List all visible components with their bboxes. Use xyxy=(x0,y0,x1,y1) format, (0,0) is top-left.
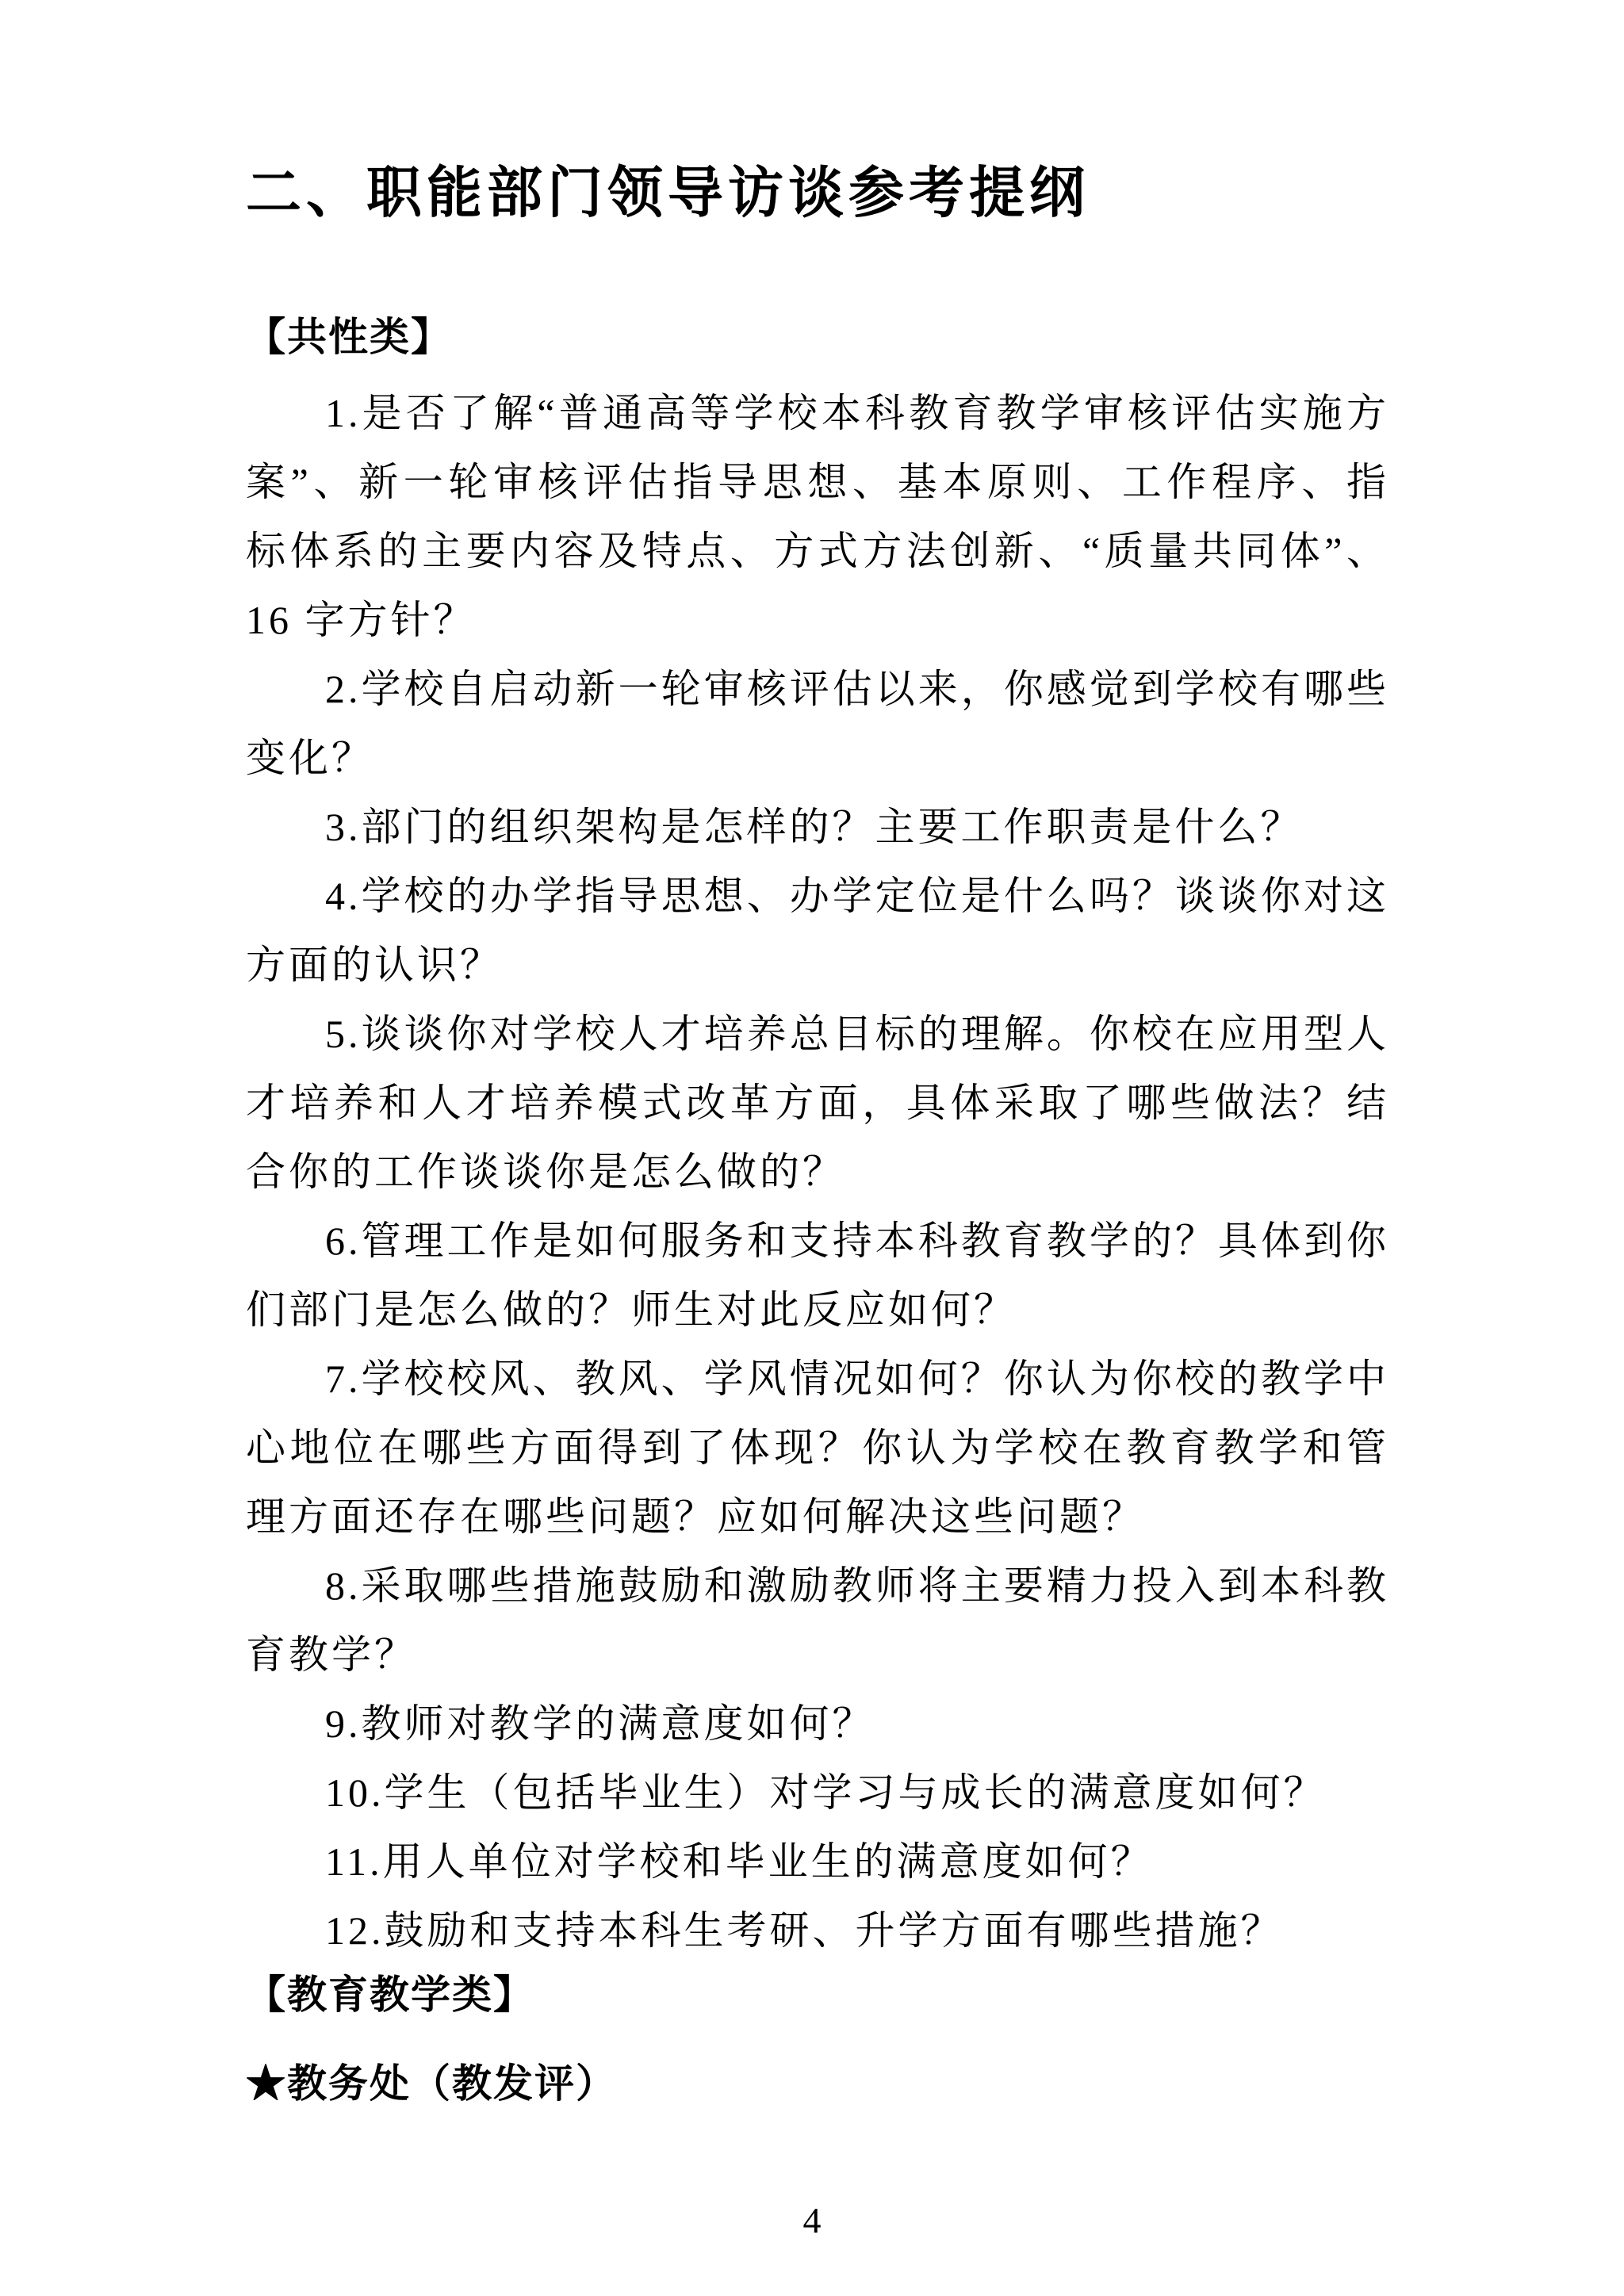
star-icon: ★ xyxy=(246,2061,287,2106)
question-item: 6.管理工作是如何服务和支持本科教育教学的？具体到你们部门是怎么做的？师生对此反应如何？ xyxy=(246,1219,1389,1332)
department-name: 教务处（教发评） xyxy=(287,2061,617,2106)
section-heading-education: 【教育教学类】 xyxy=(246,1973,534,2017)
page-number: 4 xyxy=(802,2200,822,2241)
question-list xyxy=(246,379,1389,1965)
question-item: 2.学校自启动新一轮审核评估以来，你感觉到学校有哪些变化？ xyxy=(246,667,1389,780)
section-heading-common: 【共性类】 xyxy=(246,315,452,359)
question-item: 9.教师对教学的满意度如何？ xyxy=(325,1701,875,1746)
question-item: 11.用人单位对学校和毕业生的满意度如何？ xyxy=(325,1839,1154,1884)
question-item: 7.学校校风、教风、学风情况如何？你认为你校的教学中心地位在哪些方面得到了体现？你认为学校在教育教学和管理方面还存在哪些问题？应如何解决这些问题？ xyxy=(246,1357,1389,1539)
question-item: 3.部门的组织架构是怎样的？主要工作职责是什么？ xyxy=(325,805,1304,849)
question-item: 12.鼓励和支持本科生考研、升学方面有哪些措施？ xyxy=(325,1908,1284,1953)
question-item: 5.谈谈你对学校人才培养总目标的理解。你校在应用型人才培养和人才培养模式改革方面，具体采取了哪些做法？结合你的工作谈谈你是怎么做的？ xyxy=(246,1012,1389,1194)
page-title: 二、职能部门领导访谈参考提纲 xyxy=(246,162,1090,224)
department-subheading xyxy=(246,2058,1389,2109)
question-item: 10.学生（包括毕业生）对学习与成长的满意度如何？ xyxy=(325,1770,1327,1815)
question-item: 1.是否了解“普通高等学校本科教育教学审核评估实施方案”、新一轮审核评估指导思想、基本原则、工作程序、指 标体系的主要内容及特点、方式方法创新、“质量共同体”、16 字方针？ xyxy=(246,391,1389,642)
question-item: 4.学校的办学指导思想、办学定位是什么吗？谈谈你对这方面的认识？ xyxy=(246,874,1389,987)
question-item: 8.采取哪些措施鼓励和激励教师将主要精力投入到本科教育教学？ xyxy=(246,1563,1389,1677)
